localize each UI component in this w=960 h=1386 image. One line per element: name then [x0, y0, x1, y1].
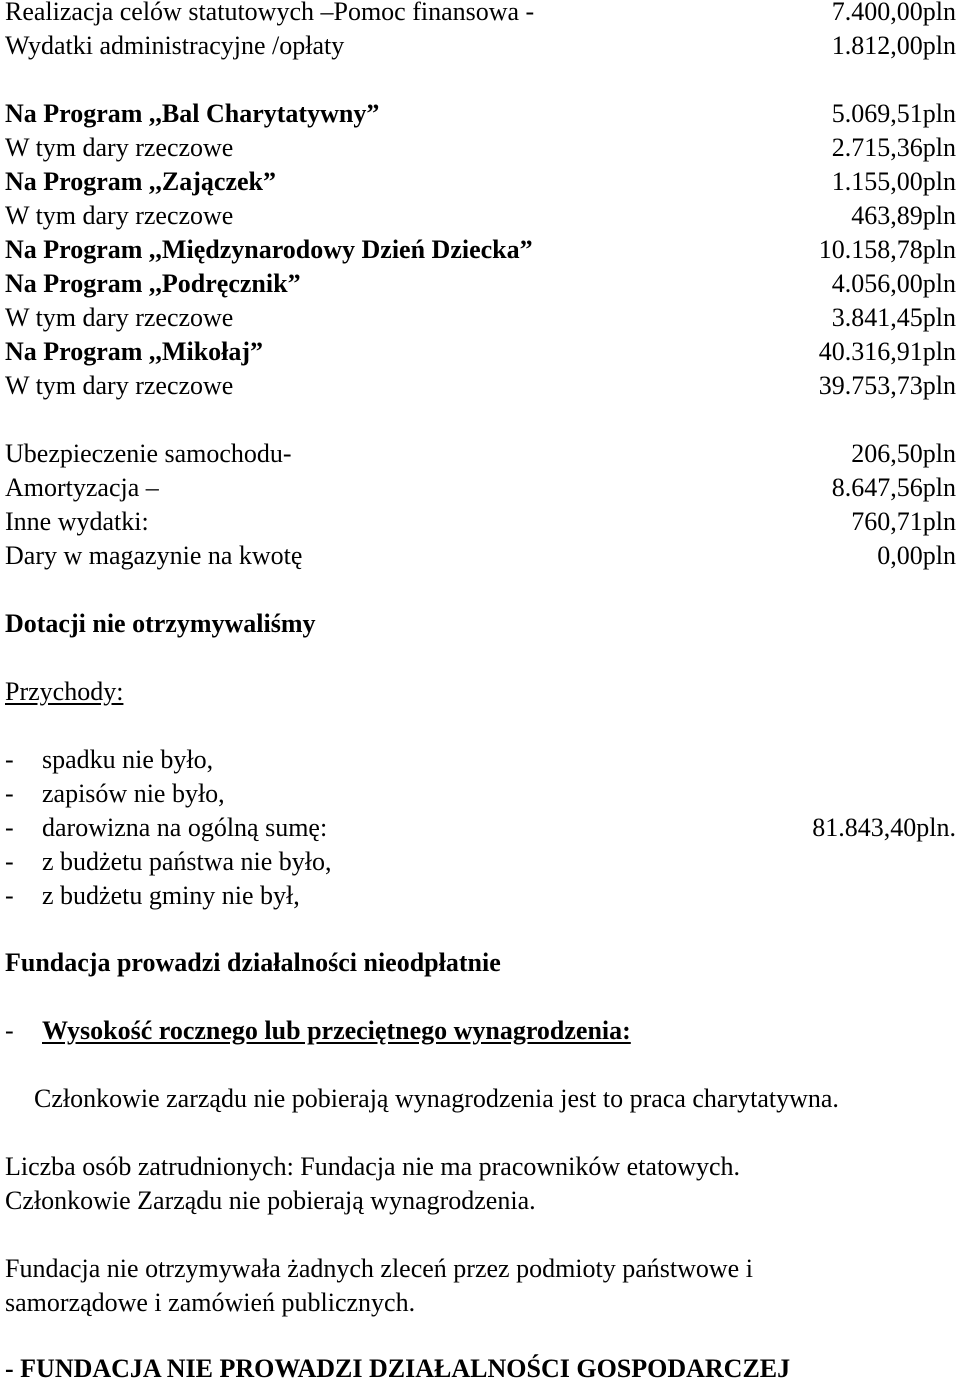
income-item: [5, 743, 956, 777]
income-item: [5, 845, 956, 879]
program-row-amount: 10.158,78pln: [818, 235, 956, 264]
income-item-label: z budżetu państwa nie było,: [42, 847, 332, 876]
program-row: [5, 131, 960, 165]
salary-heading: Wysokość rocznego lub przeciętnego wynagrodzenia:: [42, 1016, 631, 1045]
expenses-top-section: [5, 0, 960, 63]
income-heading: Przychody:: [5, 677, 124, 706]
list-dash: -: [5, 847, 14, 876]
cost-row-label: Ubezpieczenie samochodu-: [5, 439, 292, 468]
nonprofit-heading: Fundacja prowadzi działalności nieodpłatnie: [5, 948, 501, 977]
program-row: [5, 233, 960, 267]
salary-text: Członkowie zarządu nie pobierają wynagrodzenia jest to praca charytatywna.: [34, 1084, 839, 1113]
cost-row-amount: 0,00pln: [877, 541, 956, 570]
program-row-amount: 5.069,51pln: [831, 99, 956, 128]
cost-row: [5, 505, 960, 539]
income-item-label: z budżetu gminy nie był,: [42, 881, 300, 910]
cost-row-amount: 8.647,56pln: [831, 473, 956, 502]
program-row-label: Na Program ,,Zajączek”: [5, 167, 277, 196]
income-item: [5, 777, 956, 811]
program-row-label: Na Program ,,Międzynarodowy Dzień Dziecka”: [5, 235, 533, 264]
cost-row-label: Inne wydatki:: [5, 507, 149, 536]
program-row-label: W tym dary rzeczowe: [5, 303, 234, 332]
cost-row-amount: 206,50pln: [851, 439, 956, 468]
other-costs-section: [5, 437, 960, 573]
cost-row: [5, 539, 960, 573]
program-row: [5, 369, 960, 403]
program-row-amount: 3.841,45pln: [831, 303, 956, 332]
cost-row: [5, 437, 960, 471]
cost-row-label: Dary w magazynie na kwotę: [5, 541, 303, 570]
list-dash: -: [5, 881, 14, 910]
employees-line-1: Liczba osób zatrudnionych: Fundacja nie ma pracowników etatowych.: [5, 1152, 740, 1181]
final-statement: - FUNDACJA NIE PROWADZI DZIAŁALNOŚCI GOSPODARCZEJ: [5, 1354, 791, 1383]
program-row-label: W tym dary rzeczowe: [5, 371, 234, 400]
program-row: [5, 165, 960, 199]
list-dash: -: [5, 745, 14, 774]
program-row-label: Na Program ,,Bal Charytatywny”: [5, 99, 380, 128]
program-row-amount: 4.056,00pln: [831, 269, 956, 298]
expense-row-amount: 7.400,00pln: [831, 0, 956, 26]
cost-row: [5, 471, 960, 505]
program-row: [5, 267, 960, 301]
program-row-amount: 2.715,36pln: [831, 133, 956, 162]
programs-section: [5, 97, 960, 403]
program-row-amount: 40.316,91pln: [818, 337, 956, 366]
subsidies-heading: Dotacji nie otrzymywaliśmy: [5, 609, 316, 638]
employees-line-2: Członkowie Zarządu nie pobierają wynagrodzenia.: [5, 1186, 536, 1215]
expense-row-amount: 1.812,00pln: [831, 31, 956, 60]
program-row: [5, 301, 960, 335]
income-item: [5, 879, 956, 913]
income-item-label: zapisów nie było,: [42, 779, 225, 808]
salary-heading-row: [5, 1014, 631, 1048]
program-row-amount: 1.155,00pln: [831, 167, 956, 196]
income-item-label: spadku nie było,: [42, 745, 214, 774]
program-row-label: W tym dary rzeczowe: [5, 133, 234, 162]
program-row-label: W tym dary rzeczowe: [5, 201, 234, 230]
cost-row-label: Amortyzacja –: [5, 473, 159, 502]
income-item-label: darowizna na ogólną sumę:: [42, 813, 328, 842]
salary-dash: -: [5, 1016, 14, 1045]
orders-line-2: samorządowe i zamówień publicznych.: [5, 1288, 416, 1317]
expense-row-label: Realizacja celów statutowych –Pomoc finansowa -: [5, 0, 535, 26]
program-row-label: Na Program ,,Podręcznik”: [5, 269, 301, 298]
expense-row: [5, 0, 960, 29]
program-row-amount: 39.753,73pln: [818, 371, 956, 400]
program-row: [5, 97, 960, 131]
document-page: [5, 0, 960, 573]
orders-line-1: Fundacja nie otrzymywała żadnych zleceń przez podmioty państwowe i: [5, 1254, 753, 1283]
list-dash: -: [5, 779, 14, 808]
expense-row-label: Wydatki administracyjne /opłaty: [5, 31, 345, 60]
program-row: [5, 199, 960, 233]
program-row-label: Na Program ,,Mikołaj”: [5, 337, 264, 366]
cost-row-amount: 760,71pln: [851, 507, 956, 536]
income-list: [5, 743, 956, 913]
income-item-amount: 81.843,40pln.: [812, 813, 956, 842]
list-dash: -: [5, 813, 14, 842]
income-item: [5, 811, 956, 845]
program-row-amount: 463,89pln: [851, 201, 956, 230]
program-row: [5, 335, 960, 369]
expense-row: [5, 29, 960, 63]
